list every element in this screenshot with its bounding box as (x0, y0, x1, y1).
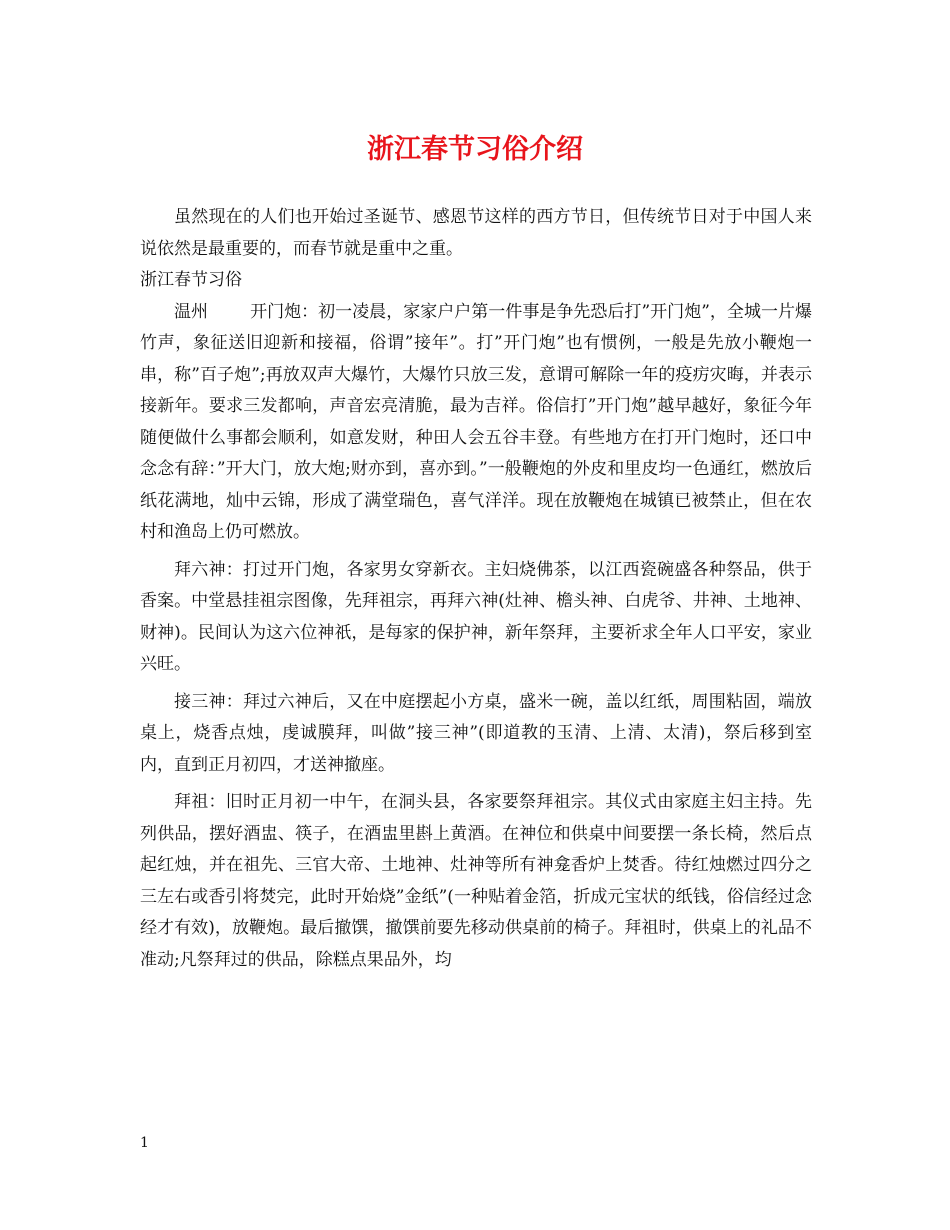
section-heading: 浙江春节习俗 (140, 270, 242, 290)
document-title: 浙江春节习俗介绍 (367, 134, 583, 165)
page-number: 1 (140, 1135, 149, 1151)
document-body (140, 202, 812, 976)
paragraph-bai-zu: 拜祖：旧时正月初一中午，在洞头县，各家要祭拜祖宗。其仪式由家庭主妇主持。先列供品，摆好酒盅、筷子，在酒盅里斟上黄酒。在神位和供桌中间要摆一条长椅，然后点起红烛，并在祖先、三官大帝、土地神、灶神等所有神龛香炉上焚香。待红烛燃过四分之三左右或香引将焚完，此时开始烧”金纸”(一种贴着金箔，折成元宝状的纸钱，俗信经过念经才有效)，放鞭炮。最后撤馔，撤馔前要先移动供桌前的椅子。拜祖时，供桌上的礼品不准动;凡祭拜过的供品，除糕点果品外，均 (140, 792, 812, 970)
paragraph-wenzhou-text: 开门炮：初一凌晨，家家户户第一件事是争先恐后打”开门炮”，全城一片爆竹声，象征送旧迎新和接福，俗谓”接年”。打”开门炮”也有惯例，一般是先放小鞭炮一串，称”百子炮”;再放双声大爆竹，大爆竹只放三发，意谓可解除一年的疫疠灾晦，并表示接新年。要求三发都响，声音宏亮清脆，最为吉祥。俗信打”开门炮”越早越好，象征今年随便做什么事都会顺利，如意发财，种田人会五谷丰登。有些地方在打开门炮时，还口中念念有辞：”开大门，放大炮;财亦到，喜亦到。”一般鞭炮的外皮和里皮均一色通红，燃放后纸花满地，灿中云锦，形成了满堂瑞色，喜气洋洋。现在放鞭炮在城镇已被禁止，但在农村和渔岛上仍可燃放。 (140, 301, 813, 542)
paragraph-wenzhou (140, 297, 812, 549)
place-label: 温州 (174, 301, 209, 322)
intro-paragraph: 虽然现在的人们也开始过圣诞节、感恩节这样的西方节日，但传统节日对于中国人来说依然是最重要的，而春节就是重中之重。 (140, 207, 812, 259)
paragraph-jie-san-shen: 接三神：拜过六神后，又在中庭摆起小方桌，盛米一碗，盖以红纸，周围粘固，端放桌上，烧香点烛，虔诚膜拜，叫做”接三神”(即道教的玉清、上清、太清)，祭后移到室内，直到正月初四，才送神撤座。 (140, 691, 812, 775)
paragraph-bai-liu-shen: 拜六神：打过开门炮，各家男女穿新衣。主妇烧佛茶，以江西瓷碗盛各种祭品，供于香案。中堂悬挂祖宗图像，先拜祖宗，再拜六神(灶神、檐头神、白虎爷、井神、土地神、财神)。民间认为这六位神祇，是每家的保护神，新年祭拜，主要祈求全年人口平安，家业兴旺。 (140, 559, 812, 674)
